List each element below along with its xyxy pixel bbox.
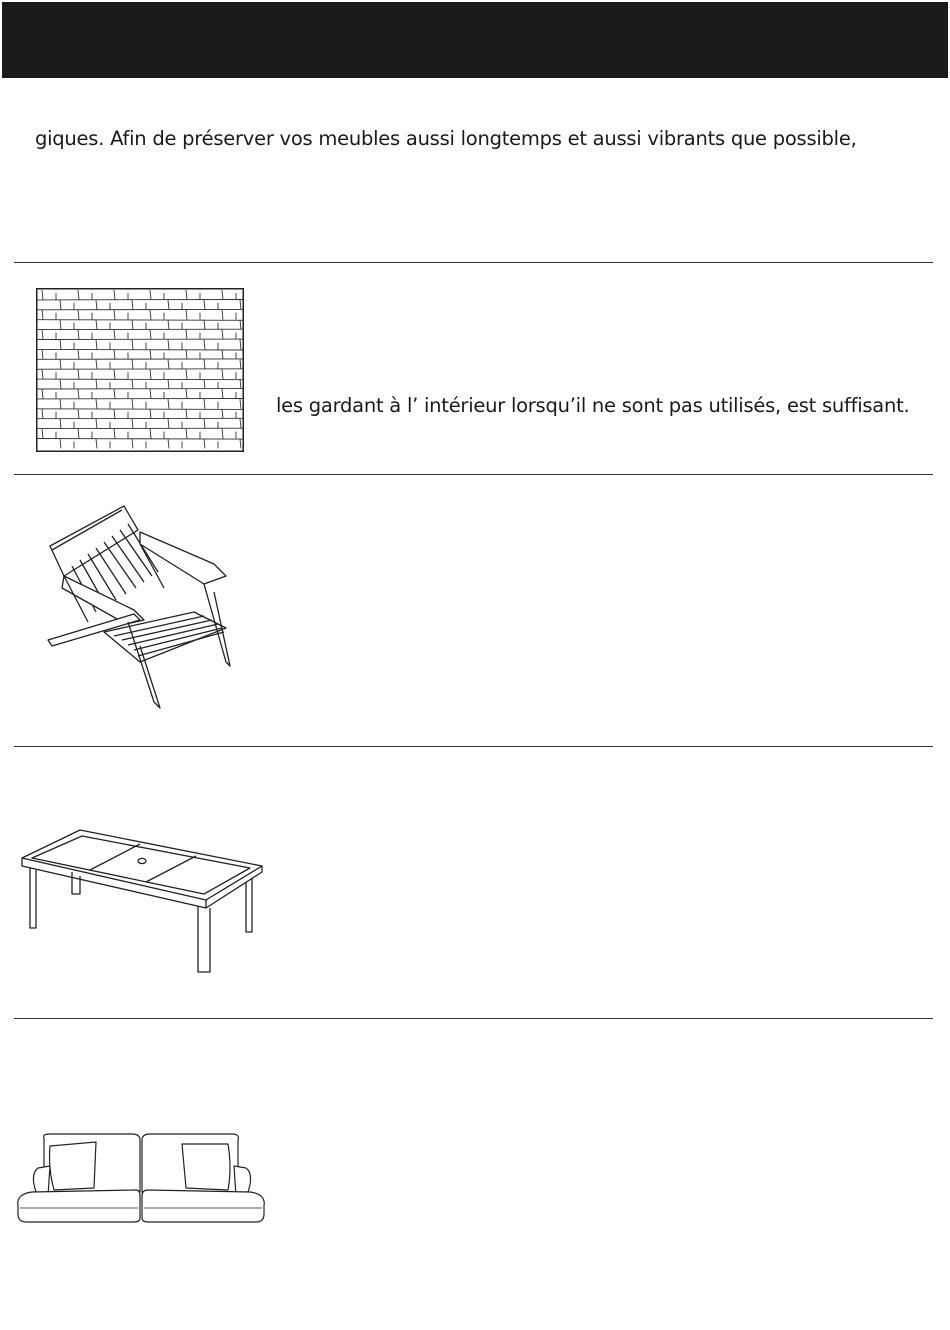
sofa-icon — [14, 1132, 268, 1224]
divider — [14, 746, 933, 747]
brick-wall-icon — [36, 288, 244, 452]
divider — [14, 262, 933, 263]
section-text-brick-wall: les gardant à l’ intérieur lorsqu’il ne sont pas utilisés, est suffisant. — [276, 394, 910, 417]
dining-table-icon — [20, 828, 265, 976]
intro-paragraph: giques. Afin de préserver vos meubles aussi longtemps et aussi vibrants que possible, — [35, 127, 857, 150]
divider — [14, 474, 933, 475]
lounge-chair-icon — [44, 502, 244, 712]
header-bar — [2, 2, 948, 78]
divider — [14, 1018, 933, 1019]
